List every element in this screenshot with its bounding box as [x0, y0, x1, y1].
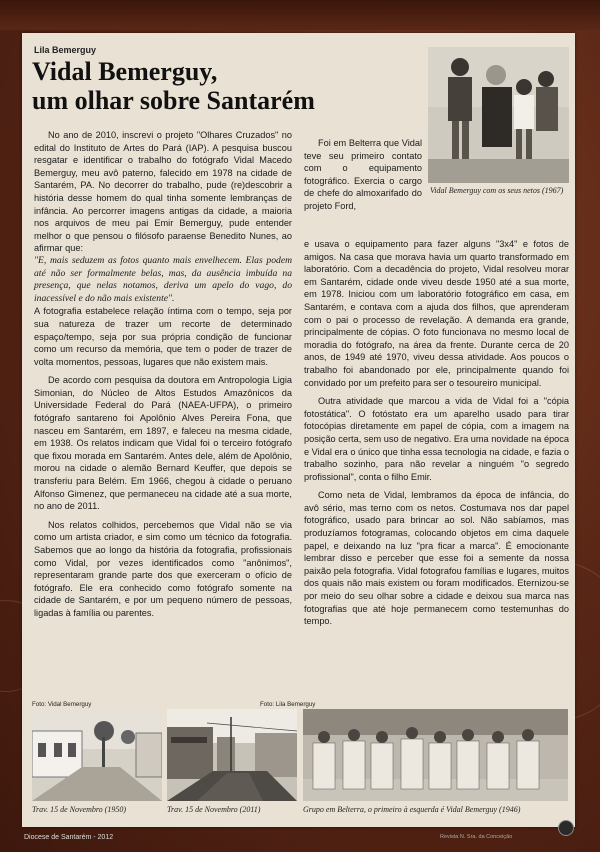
- paragraph: De acordo com pesquisa da doutora em Antropologia Ligia Simonian, do Núcleo de Altos Estudos Amazônicos da Universidade Federal do Pará (NAEA-UFPA), o primeiro fotógrafo santareno foi Apolônio Alves Pereira Fona, que nasceu em Santarém, em 1897, e faleceu na mesma cidade, em 1938. Os relatos indicam que Vidal foi o terceiro fotógrafo que fixou morada em Santarém. Antes dele, além de Apolônio, morou na cidade o alemão Bernard Keuffer, que depois se transferiu para Belém. Em 1966, chegou à cidade o peruano Alfonso Gimenez, que permaneceu na cidade até a sua morte, no ano de 2011.: [34, 375, 292, 512]
- paragraph: No ano de 2010, inscrevi o projeto "Olhares Cruzados" no edital do Instituto de Artes do Pará (IAP). A pesquisa buscou resgatar e identificar o trabalho do fotógrafo Vidal Macedo Bemerguy, meu avô paterno, falecido em 1978 na cidade de Santarém, PA. No decorrer do trabalho, pude (re)descobrir a história desse homem do qual tinha somente lembranças de infância. Ao percorrer imagens antigas da cidade, a maioria nos arquivos de meu pai Emir Bemerguy, pude entender melhor o que pensou o filósofo paraense Benedito Nunes, ao afirmar que:: [34, 130, 292, 254]
- portrait-photo: [428, 47, 569, 183]
- footer-left: Diocese de Santarém - 2012: [24, 834, 114, 841]
- column-right: [304, 238, 569, 628]
- paragraph: A fotografia estabelece relação íntima com o tempo, seja por sua natureza de trazer um recorte de determinado espaço/tempo, seja por sua própria condição de funcionar como um recurso da memória, que tem o poder de trazer de volta momentos, pessoas, lugares que não existem mais.: [34, 306, 292, 367]
- title-line-2: um olhar sobre Santarém: [32, 86, 315, 115]
- author-name: Lila Bemerguy: [34, 45, 97, 55]
- paragraph: e usava o equipamento para fazer alguns "3x4" e fotos de amigos. Na casa que morava havia um quarto transformado em laboratório. Com a decadência do projeto, Vidal resolveu morar em Santarém, cidade onde viveu desde 1950 até a sua morte, em 1978. Iniciou com um laboratório fotográfico em casa, em Santarém, e contava com a ajuda dos filhos, que aprenderam com o pai o processo de revelação. A demanda era grande, principalmente de cópias. O foto funcionava no mesmo local de moradia do fotógrafo, na área da frente. Durante cerca de 20 anos, de 1949 até 1970, viveu dessa atividade. Aos poucos o trabalho foi abandonado por ele, principalmente quando foi convidado por um prefeito para ser o tesoureiro municipal.: [304, 239, 569, 388]
- top-border: [0, 0, 600, 30]
- paragraph: Como neta de Vidal, lembramos da época de infância, do avô sério, mas terno com os netos. Costumava nos dar papel fotográfico, usado para brincar ao sol. Não sabíamos, mas produzíamos fotogramas, colocando objetos em cima daquele papel, e deixando na luz "pra ficar a marca". É emocionante lembrar disso e perceber que esse foi a semente da nossa paixão pela fotografia. Vidal fotografou famílias e lugares, muitos dos quais não mais existem ou foram modificados. Eternizou-se por meio do seu olhar sobre a cidade e deixou sua marca nas fotografias que até hoje permanecem como testemunhas do tempo.: [304, 490, 569, 627]
- article-title: [32, 57, 432, 115]
- title-line-1: Vidal Bemerguy,: [32, 57, 218, 86]
- paragraph: Outra atividade que marcou a vida de Vidal foi a "cópia fotostática". O fotóstato era um aparelho usado para tirar fotocópias diretamente em papel de cópia, com a imagem na posição certa, sem uso de negativo. Era uma novidade na época e Vidal era o único que tinha essa tecnologia na cidade, e fazia o trabalho sozinho, para não revelar a ninguém "o segredo profissional", conta o filho Emir.: [304, 396, 569, 482]
- portrait-caption: Vidal Bemerguy com os seus netos (1967): [430, 186, 564, 195]
- footer-right: Revista N. Sra. da Conceição: [440, 834, 513, 840]
- quote: "E, mais seduzem as fotos quanto mais envelhecem. Elas podem até não ser formalmente belas, mas, da ausência imbuída na presença, que nelas notamos, deriva um apelo do vago, do inacessível e do não mais existente".: [34, 254, 292, 304]
- photo-credit: Foto: Lila Bemerguy: [260, 701, 316, 708]
- group-caption: Grupo em Belterra, o primeiro à esquerda é Vidal Bemerguy (1946): [303, 805, 521, 814]
- paragraph: Foi em Belterra que Vidal teve seu primeiro contato com o equipamento fotográfico. Exercia o cargo de chefe do almoxarifado do projeto Ford,: [304, 138, 422, 211]
- street-2011-caption: Trav. 15 de Novembro (2011): [167, 805, 261, 814]
- paragraph: Nos relatos colhidos, percebemos que Vidal não se via como um artista criador, e sim como um técnico da fotografia. Sabemos que ao longo da história da fotografia, profissionais como Vidal, por vezes identificados como "anônimos", representaram grande parte dos que exerceram o ofício de fotógrafo. Ele era conhecido como fotógrafo somente na cidade de Santarém, e por um pequeno número de pessoas, ligadas à família ou parentes.: [34, 519, 292, 618]
- photo-credit: Foto: Vidal Bemerguy: [32, 701, 92, 708]
- article-panel: [22, 33, 575, 827]
- street-photo-2011: [167, 709, 297, 801]
- street-1950-caption: Trav. 15 de Novembro (1950): [32, 805, 126, 814]
- group-photo-belterra: [303, 709, 568, 801]
- column-right-top: [304, 137, 422, 213]
- street-photo-1950: [32, 709, 162, 801]
- page-badge-icon: [558, 820, 574, 836]
- column-left: [34, 129, 292, 620]
